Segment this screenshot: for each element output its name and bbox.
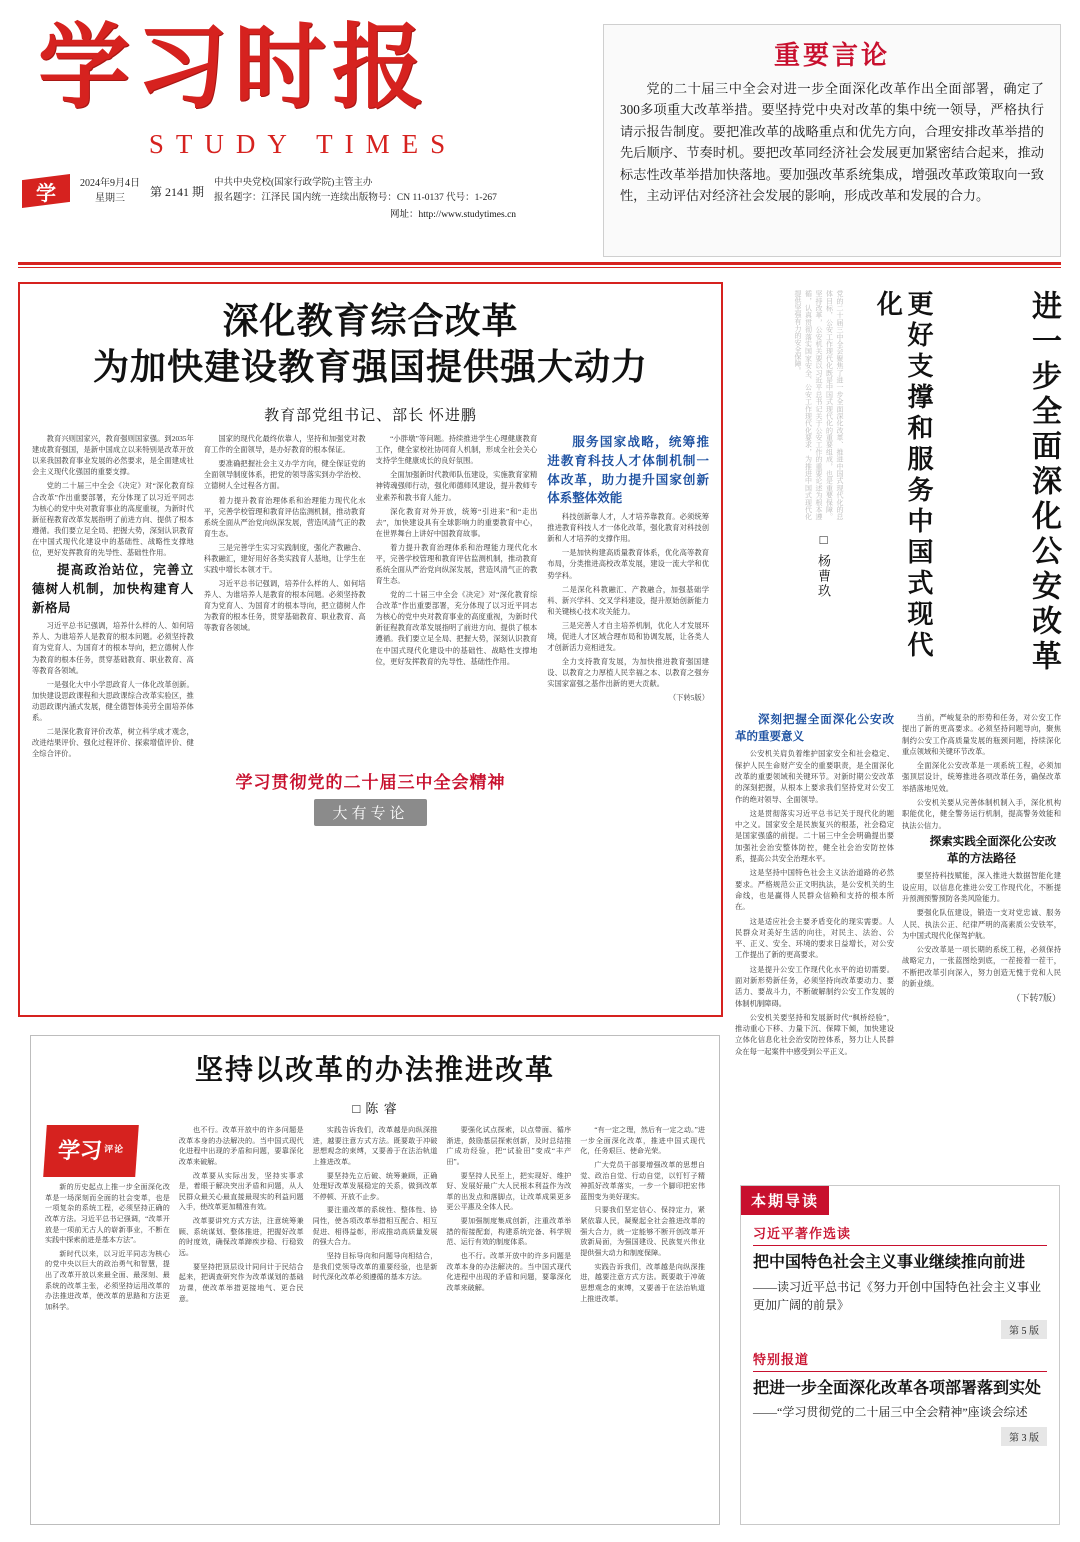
lead-subhead-1: 提高政治站位，完善立德树人机制，加快构建育人新格局 <box>32 563 194 615</box>
vertical-paragraph: 这是提升公安工作现代化水平的迫切需要。面对新形势新任务，必须坚持向改革要动力、要活力、要战斗力，不断破解制约公安工作发展的体制机制障碍。 <box>735 964 894 1008</box>
masthead-weekday: 星期三 <box>95 193 125 204</box>
vertical-paragraph: 全面深化公安改革是一项系统工程，必须加强顶层设计，统筹推进各项改革任务，确保改革举措落地见效。 <box>902 761 1061 793</box>
masthead-registration: 报名题字：江泽民 国内统一连续出版物号：CN 11-0137 代号：1-267 <box>214 193 497 203</box>
bottom-article <box>30 1035 720 1525</box>
lead-column-4 <box>547 433 709 762</box>
lead-paragraph: 党的二十届三中全会《决定》对“深化教育综合改革”作出重要部署，充分体现了以习近平同志为核心的党中央对教育事业的高度重视，为新时代新征程教育改革发展指明了前进方向、提供了根本遵循。我们要立足全局、把握大势，深刻认识教育在中国式现代化建设中的基础性、战略性支撑地位，更好发挥教育的先导性、基础性作用。 <box>375 590 538 666</box>
lead-paragraph: 习近平总书记强调，培养什么样的人、如何培养人、为谁培养人是教育的根本问题。必须坚持教育为党育人、为国育才的根本导向，把立德树人作为教育的根本任务，贯穿基础教育、职业教育、高等教育各领域。 <box>32 621 194 675</box>
vertical-paragraph: 当前，严峻复杂的形势和任务，对公安工作提出了新的更高要求。必须坚持问题导向，聚焦制约公安工作高质量发展的瓶颈问题，持续深化重点领域和关键环节改革。 <box>902 713 1061 756</box>
bottom-byline: □ 陈 睿 <box>352 1101 398 1116</box>
lead-paragraph: 二是深化科教融汇、产教融合，加强基础学科、新兴学科、交叉学科建设，提升原始创新能力和关键核心技术攻关能力。 <box>547 584 709 616</box>
bottom-headline: 坚持以改革的办法推进改革 <box>194 1053 555 1086</box>
bottom-paragraph: 也不行。改革开放中的许多问题是改革本身的办法解决的。当中国式现代化进程中出现的矛盾和问题，要靠深化改革来破解。 <box>446 1252 572 1292</box>
vertical-paragraph: 公安机关要从完善体制机制入手，深化机构职能优化，健全警务运行机制，提高警务效能和执法公信力。 <box>902 798 1061 830</box>
masthead-issue: 第 2141 期 <box>150 184 205 199</box>
vertical-columns <box>735 712 1061 1060</box>
lead-paragraph: 教育兴则国家兴，教育强则国家强。到2035年建成教育强国，是新中国成立以来特别是改革开放以来我国教育事业发展的必然要求，是全面建成社会主义现代化强国的重要支撑。 <box>32 434 194 477</box>
lead-column-3 <box>376 433 538 762</box>
lead-byline: 教育部党组书记、部长 怀进鹏 <box>264 408 477 425</box>
guide-item-page: 第 3 版 <box>1001 1427 1047 1446</box>
commentary-stamp-cn: 学习 <box>57 1137 103 1164</box>
bottom-paragraph: 只要我们坚定信心、保持定力，紧紧依靠人民，凝聚起全社会推进改革的强大合力，就一定能够不断开创改革开放新局面，为强国建设、民族复兴伟业提供强大动力和制度保障。 <box>580 1206 705 1258</box>
masthead-flag-char: 学 <box>36 180 56 205</box>
bottom-paragraph: 要坚持先立后破、统筹兼顾，正确处理好改革发展稳定的关系，做到改革不停顿、开放不止步。 <box>312 1171 438 1201</box>
vertical-paragraph: 要强化队伍建设，锻造一支对党忠诚、服务人民、执法公正、纪律严明的高素质公安铁军，为中国式现代化保驾护航。 <box>902 908 1061 940</box>
masthead <box>18 10 588 260</box>
bottom-column-1 <box>45 1125 170 1316</box>
vertical-paragraph: 公安机关要坚持和发展新时代“枫桥经验”，推动重心下移、力量下沉、保障下倾，加快建设立体化信息化社会治安防控体系，努力让人民群众在每一起案件中感受到公平正义。 <box>735 1012 894 1056</box>
lead-paragraph: 二是深化教育评价改革，树立科学成才观念，改进结果评价、强化过程评价、探索增值评价、健全综合评价。 <box>32 726 194 759</box>
bottom-paragraph: 要坚持人民至上，把实现好、维护好、发展好最广大人民根本利益作为改革的出发点和落脚点，让改革成果更多更公平惠及全体人民。 <box>446 1171 572 1212</box>
bottom-column-2 <box>179 1125 304 1316</box>
vertical-paragraph: 要坚持科技赋能，深入推进大数据智能化建设应用，以信息化推进公安工作现代化，不断提升预测预警预防各类风险能力。 <box>902 871 1061 903</box>
commentary-stamp-icon <box>43 1125 139 1177</box>
bottom-column-4 <box>446 1125 571 1316</box>
vertical-author: □ 杨曹玖 <box>816 532 831 600</box>
bottom-paragraph: “有一定之理，然后有一定之动。”进一步全面深化改革，推进中国式现代化，任务艰巨、使命光荣。 <box>580 1126 705 1156</box>
bottom-column-5 <box>580 1125 705 1316</box>
bottom-paragraph: 实践告诉我们，改革越是向纵深推进，越要注意方式方法。既要敢于冲破思想观念的束缚，又要善于在法治轨道上推进改革。 <box>580 1262 705 1303</box>
guide-title: 本期导读 <box>741 1186 829 1215</box>
lead-stamp: 大有专论 <box>314 799 426 826</box>
bottom-paragraph: 要强化试点探索，以点带面、循序渐进，鼓励基层探索创新，及时总结推广成功经验，把“试验田”变成“丰产田”。 <box>446 1126 572 1166</box>
lead-column-2 <box>204 433 366 762</box>
vertical-paragraph: 这是适应社会主要矛盾变化的现实需要。人民群众对美好生活的向往，对民主、法治、公平、正义、安全、环境的要求日益增长，对公安工作提出了新的更高要求。 <box>735 916 894 960</box>
bottom-paragraph: 改革要从实际出发，坚持实事求是，着眼于解决突出矛盾和问题，从人民群众最关心最直接最现实的利益问题入手，使改革更加精准有效。 <box>178 1171 304 1212</box>
guide-item[interactable] <box>753 1223 1047 1339</box>
speech-body: 党的二十届三中全会对进一步全面深化改革作出全面部署，确定了300多项重大改革举措。要坚持党中央对改革的集中统一领导，严格执行请示报告制度。要把准改革的战略重点和优先方向，合理安排改革举措的先后顺序、节奏时机。要把改革同经济社会发展更加紧密结合起来，推动标志性改革举措加快落地。要加强改革系统集成，增强改革政策取向一致性，主动评估对经济社会发展的影响，形成改革和发展的合力。 <box>620 81 1044 203</box>
lead-article <box>18 282 723 1017</box>
lead-paragraph: 三是完善人才自主培养机制，优化人才发展环境，促进人才区域合理布局和协调发展，让各类人才创新活力竞相迸发。 <box>547 620 709 653</box>
vertical-paragraph: 这是坚持中国特色社会主义法治道路的必然要求。严格规范公正文明执法，是公安机关的生命线，也是赢得人民群众信赖和支持的根本所在。 <box>735 868 894 912</box>
lead-banner-text: 学习贯彻党的二十届三中全会精神 <box>235 773 506 794</box>
lead-paragraph: 全力支持教育发展，为加快推进教育强国建设、以教育之力厚植人民幸福之本、以教育之强夯实国家富强之基作出新的更大贡献。 <box>547 657 709 689</box>
vertical-jump-note: （下转7版） <box>1011 993 1061 1004</box>
vertical-lede-grey: 党的二十届三中全会聚焦了进一步全面深化改革、推进中国式现代化的总体目标，公安工作现代化既是中国式现代化的重要组成，也是重要保障。坚持改革，公安机关要以习近平总书记关于公安工作的重要论述为根本遵循，认真贯彻落实国家安全、公安工作现代化要求，为推进中国式现代化提供坚强有力的安全保障。 <box>794 290 844 520</box>
bottom-paragraph: 广大党员干部要增强改革的思想自觉、政治自觉、行动自觉，以钉钉子精神抓好改革落实，一步一个脚印把宏伟蓝图变为美好现实。 <box>580 1160 705 1201</box>
bottom-paragraph: 新的历史起点上推一步全面深化改革是一场深刻而全面的社会变革，也是一项复杂的系统工程，必须坚持正确的改革方法。习近平总书记强调，“改革开放是一项前无古人的崭新事业，不断在实践中探索前进是基本方法”。 <box>45 1183 170 1245</box>
vertical-paragraph: 公安改革是一项长期的系统工程，必须保持战略定力，一张蓝图绘到底，一茬接着一茬干，不断把改革引向深入，努力创造无愧于党和人民的新业绩。 <box>902 945 1061 988</box>
lead-columns <box>32 433 709 762</box>
vertical-headline-line1: 进一步全面深化公安改革 <box>1026 290 1061 675</box>
guide-item-tag: 特别报道 <box>753 1349 1047 1372</box>
bottom-paragraph: 要加强制度集成创新，注重改革举措的衔接配套，构建系统完备、科学规范、运行有效的制度体系。 <box>446 1217 572 1247</box>
divider-red <box>18 262 1061 265</box>
bottom-column-3 <box>313 1125 438 1316</box>
guide-item-title[interactable]: 把进一步全面深化改革各项部署落到实处 <box>753 1379 1042 1397</box>
divider-red-thin <box>18 267 1061 268</box>
lead-paragraph: 一是强化大中小学思政育人一体化改革创新。加快建设思政课程和大思政课综合改革实验区，推动思政课内涵式发展，健全德智体美劳全面培养体系。 <box>32 679 194 722</box>
lead-paragraph: 着力提升教育治理体系和治理能力现代化水平，完善学校管理和教育评估监测机制，推动教育系统全面从严治党向纵深发展，营造风清气正的教育生态。 <box>203 495 366 538</box>
masthead-meta <box>18 174 588 208</box>
vertical-headline-line2: 更好支撑和服务中国式现代化 <box>872 290 933 662</box>
masthead-flag-icon <box>22 174 70 208</box>
issue-guide-box <box>740 1185 1060 1525</box>
commentary-stamp-sub: 评论 <box>103 1145 125 1156</box>
lead-paragraph: 要准确把握社会主义办学方向，健全保证党的全面领导制度体系，把党的领导落实到办学治校、立德树人全过程各方面。 <box>203 459 366 491</box>
vertical-column-2 <box>902 712 1061 1060</box>
bottom-paragraph: 坚持目标导向和问题导向相结合，是我们党领导改革的重要经验，也是新时代深化改革必须遵循的基本方法。 <box>312 1252 438 1282</box>
masthead-sponsor: 中共中央党校(国家行政学院)主管主办 <box>214 177 373 188</box>
bottom-paragraph: 实践告诉我们，改革越是向纵深推进，越要注意方式方法。既要敢于冲破思想观念的束缚，又要善于在法治轨道上推进改革。 <box>312 1126 438 1166</box>
bottom-paragraph: 新时代以来，以习近平同志为核心的党中央以巨大的政治勇气和智慧，提出了改革开放以来最全面、最深刻、最系统的改革主张，必须坚持运用改革的办法推进改革，使改革的思路和方法更加科学。 <box>45 1249 170 1312</box>
lead-paragraph: 科技创新靠人才，人才培养靠教育。必须统筹推进教育科技人才一体化改革，强化教育对科技创新和人才培养的支撑作用。 <box>547 512 709 544</box>
lead-paragraph: 全面加强新时代教师队伍建设，实施教育家精神铸魂强师行动，强化师德师风建设，提升教师专业素养和教书育人能力。 <box>375 470 538 502</box>
vertical-headline <box>933 290 1061 710</box>
lead-banner <box>32 768 709 826</box>
bottom-paragraph: 要坚持把顶层设计同问计于民结合起来，把调查研究作为改革谋划的基础功课，使改革举措更接地气、更合民意。 <box>178 1262 304 1303</box>
guide-item-sub: ——读习近平总书记《努力开创中国特色社会主义事业更加广阔的前景》 <box>753 1279 1042 1312</box>
lead-headline-line1: 深化教育综合改革 <box>222 300 519 342</box>
guide-item-sub: ——“学习贯彻党的二十届三中全会精神”座谈会综述 <box>753 1405 1028 1420</box>
masthead-website: 网址：http://www.studytimes.cn <box>390 210 517 220</box>
lead-paragraph: 三是完善学生实习实践制度，强化产教融合、科教融汇，建好用好各类实践育人基地，让学生在实践中增长本领才干。 <box>203 542 366 575</box>
lead-paragraph: 党的二十届三中全会《决定》对“深化教育综合改革”作出重要部署，充分体现了以习近平同志为核心的党中央对教育事业的高度重视，为新时代新征程教育改革发展指明了前进方向、提供了根本遵循。我们要立足全局、把握大势，深刻认识教育在中国式现代化建设中的基础性、战略性支撑地位，更好发挥教育的先导性、基础性作用。 <box>32 481 194 557</box>
lead-paragraph: 一是加快构建高质量教育体系，优化高等教育布局，分类推进高校改革发展，建设一流大学和优势学科。 <box>547 548 709 580</box>
lead-subhead-2: 服务国家战略，统筹推进教育科技人才体制机制一体改革，助力提升国家创新体系整体效能 <box>547 435 709 506</box>
bottom-columns <box>45 1125 705 1316</box>
guide-item-title[interactable]: 把中国特色社会主义事业继续推向前进 <box>753 1254 1026 1271</box>
guide-item[interactable] <box>753 1349 1047 1447</box>
lead-paragraph: 着力提升教育治理体系和治理能力现代化水平，完善学校管理和教育评估监测机制，推动教育系统全面从严治党向纵深发展，营造风清气正的教育生态。 <box>375 542 538 586</box>
lead-paragraph: 习近平总书记强调，培养什么样的人、如何培养人、为谁培养人是教育的根本问题。必须坚持教育为党育人、为国育才的根本导向，把立德树人作为教育的根本任务，贯穿基础教育、职业教育、高等教育各领域。 <box>203 579 366 633</box>
guide-item-page: 第 5 版 <box>1001 1320 1047 1339</box>
lead-headline-line2: 为加快建设教育强国提供强大动力 <box>92 346 648 389</box>
bottom-paragraph: 要注重改革的系统性、整体性、协同性，使各项改革举措相互配合、相互促进、相得益彰，形成推动高质量发展的强大合力。 <box>312 1206 438 1247</box>
vertical-subhead-2: 探索实践全面深化公安改革的方法路径 <box>929 835 1057 865</box>
lead-paragraph: “小胖墩”等问题。持续推进学生心理健康教育工作，健全家校社协同育人机制，形成全社会关心支持学生健康成长的良好氛围。 <box>375 434 538 466</box>
vertical-subhead-1: 深刻把握全面深化公安改革的重要意义 <box>735 714 894 743</box>
bottom-paragraph: 也不行。改革开放中的许多问题是改革本身的办法解决的。当中国式现代化进程中出现的矛盾和问题，要靠深化改革来破解。 <box>178 1126 304 1166</box>
guide-item-tag: 习近平著作选读 <box>753 1223 1047 1246</box>
vertical-column-1 <box>735 712 894 1060</box>
masthead-date: 2024年9月4日 <box>80 178 140 189</box>
lead-paragraph: 深化教育对外开放，统筹“引进来”和“走出去”，加快建设具有全球影响力的重要教育中心，在世界舞台上讲好中国教育故事。 <box>375 506 538 538</box>
masthead-date-block <box>80 176 140 206</box>
lead-paragraph: 国家的现代化最终依靠人，坚持和加强党对教育工作的全面领导，是办好教育的根本保证。 <box>203 434 366 455</box>
masthead-title-cn: 学习时报 <box>38 13 431 121</box>
speech-title: 重要言论 <box>773 41 890 71</box>
lead-jump-note: （下转5版） <box>668 693 709 703</box>
vertical-paragraph: 这是贯彻落实习近平总书记关于现代化的题中之义。国家安全是民族复兴的根基，社会稳定是国家强盛的前提。二十届三中全会明确提出要加强社会治安整体防控，健全社会治安防控体系，提高公共安全治理水平。 <box>735 808 894 864</box>
bottom-paragraph: 改革要讲究方式方法，注意统筹兼顾、系统谋划、整体推进，把握好改革的时度效，确保改革蹄疾步稳、行稳致远。 <box>178 1217 304 1258</box>
masthead-title-en: STUDY TIMES <box>148 129 458 159</box>
vertical-article <box>735 282 1061 1182</box>
lead-column-1 <box>32 433 194 762</box>
important-speech-box <box>603 24 1061 257</box>
vertical-paragraph: 公安机关肩负着维护国家安全和社会稳定、保护人民生命财产安全的重要职责，是全面深化改革的重要领域和关键环节。对新时期公安改革的深刻把握，从根本上要求我们坚持党对公安工作的绝对领导、全面领导。 <box>735 749 894 804</box>
